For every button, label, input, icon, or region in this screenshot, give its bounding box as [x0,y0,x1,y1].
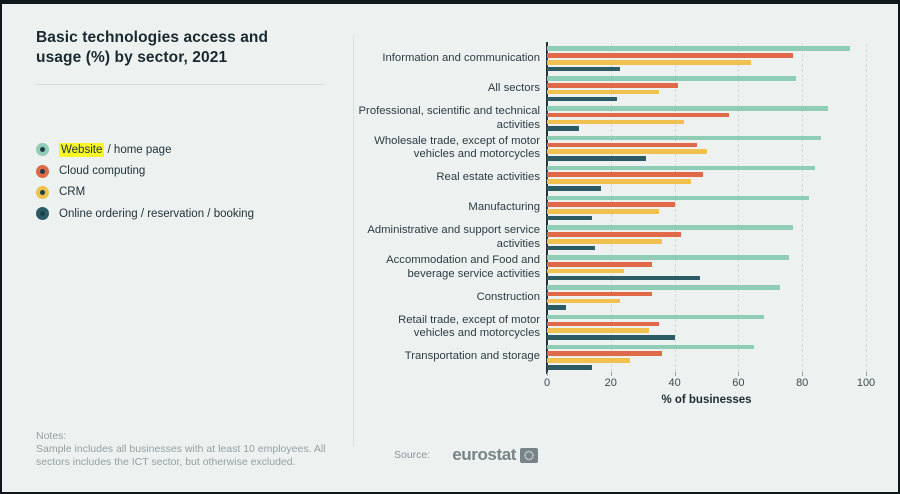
source-label: Source: [394,449,431,461]
category-label: Accommodation and Food and beverage service activities [386,254,540,280]
category-label: Administrative and support service activities [367,224,540,250]
x-tick-20: 20 [604,377,617,389]
bar [547,351,662,356]
legend-label: Website / home page [61,143,172,156]
gridline-100 [866,44,867,372]
legend-dot-icon [36,165,49,178]
bar [547,315,764,320]
panel-divider [353,35,354,446]
x-axis-label: % of businesses [661,394,752,406]
eu-flag-icon [520,448,538,463]
category-axis [358,44,540,372]
bar-group [547,104,866,134]
legend [36,139,336,225]
bar-group [547,223,866,253]
bar [547,269,624,274]
category-label: Professional, scientific and technical activities [358,105,540,131]
bar [547,143,697,148]
bar [547,113,729,118]
category-label: Real estate activities [436,171,540,184]
x-tick-mark [675,372,676,376]
x-tick-80: 80 [796,377,809,389]
bar [547,232,681,237]
category-label: Information and communication [382,52,540,65]
category-label: Retail trade, except of motor vehicles and motorcycles [398,313,540,340]
legend-label: Cloud computing [59,165,146,178]
bar [547,53,793,58]
legend-item-0 [36,139,336,160]
bar [547,149,707,154]
bar [547,262,652,267]
legend-dot-icon [36,143,49,156]
legend-label: Online ordering / reservation / booking [59,207,254,220]
bar [547,322,659,327]
bar [547,285,780,290]
bar [547,90,659,95]
bar [547,106,828,111]
bar [547,225,793,230]
bar [547,120,684,125]
bar [547,209,659,214]
bar-group [547,253,866,283]
bar [547,196,809,201]
category-label: Wholesale trade, except of motor vehicles and motorcycles [374,134,540,161]
legend-dot-icon [36,207,49,220]
bar [547,60,751,65]
x-tick-mark [802,372,803,376]
page-title: Basic technologies access and usage (%) by sector, 2021 [36,29,269,66]
bar-group [547,312,866,342]
bar [547,255,789,260]
category-label: Construction [476,290,540,303]
highlighted-text: Website [61,143,103,156]
bar [547,46,850,51]
x-tick-mark [738,372,739,376]
bar [547,305,566,310]
category-label: Manufacturing [468,201,540,214]
notes-body: Sample includes all businesses with at least 10 employees. All sectors includes the ICT sector, but otherwise excluded. [36,442,326,468]
bar [547,172,703,177]
bar [547,97,617,102]
bar [547,216,592,221]
bar [547,67,620,72]
source-row [394,445,538,465]
legend-item-2 [36,182,336,203]
bar [547,239,662,244]
x-tick-mark [547,372,548,376]
bar [547,328,649,333]
bar [547,202,675,207]
bar [547,166,815,171]
bar [547,276,700,281]
bar [547,83,678,88]
bar-group [547,74,866,104]
x-tick-mark [866,372,867,376]
bar [547,358,630,363]
eurostat-wordmark: eurostat [452,445,517,464]
x-tick-60: 60 [732,377,745,389]
bar-chart-plot [547,44,866,372]
bar [547,335,675,340]
bar-group [547,163,866,193]
bar [547,246,595,251]
legend-dot-icon [36,186,49,199]
bar [547,292,652,297]
bar-group [547,283,866,313]
legend-item-1 [36,160,336,181]
bar [547,345,754,350]
bar-group [547,133,866,163]
title-divider [36,84,324,85]
eurostat-logo [452,445,538,465]
legend-label: CRM [59,186,86,199]
bar [547,156,646,161]
bar [547,76,796,81]
bar [547,136,821,141]
x-tick-100: 100 [856,377,876,389]
bar-group [547,193,866,223]
notes-heading: Notes: [36,430,67,442]
category-label: Transportation and storage [404,350,540,363]
bar [547,126,579,131]
bar-group [547,44,866,74]
category-label: All sectors [487,81,540,94]
x-tick-mark [611,372,612,376]
x-tick-0: 0 [543,377,551,389]
legend-item-3 [36,203,336,224]
bar [547,186,601,191]
bar [547,365,592,370]
x-tick-40: 40 [668,377,681,389]
bar [547,299,620,304]
x-axis-ticks [543,377,876,391]
bar-group [547,342,866,372]
bar [547,179,691,184]
notes [36,430,346,468]
